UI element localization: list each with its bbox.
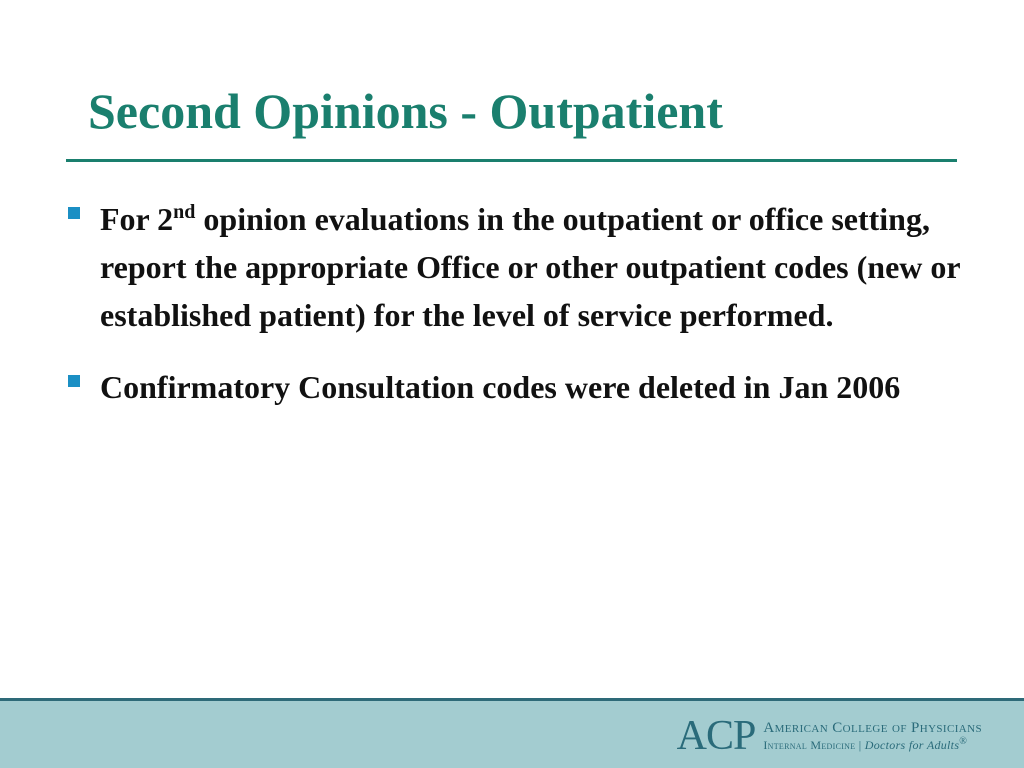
square-bullet-icon bbox=[68, 207, 80, 219]
acp-logo bbox=[676, 713, 982, 759]
superscript: nd bbox=[173, 201, 196, 223]
bullet-item bbox=[66, 363, 966, 411]
footer-band bbox=[0, 701, 1024, 768]
bullet-item bbox=[66, 195, 966, 339]
org-name: American College of Physicians bbox=[763, 719, 982, 736]
bullet-list bbox=[66, 195, 966, 435]
square-bullet-icon bbox=[68, 375, 80, 387]
logo-mark: ACP bbox=[676, 713, 756, 759]
title-underline bbox=[66, 159, 957, 162]
slide-title: Second Opinions - Outpatient bbox=[88, 83, 723, 139]
bullet-text: Confirmatory Consultation codes were deleted in Jan 2006 bbox=[100, 369, 901, 405]
logo-tagline: Internal Medicine | Doctors for Adults® bbox=[763, 736, 968, 753]
logo-text bbox=[763, 720, 982, 753]
bullet-text: For 2nd opinion evaluations in the outpatient or office setting, report the appropriate Office or other outpatient codes (new or established patient) for the level of service performed. bbox=[100, 201, 961, 333]
